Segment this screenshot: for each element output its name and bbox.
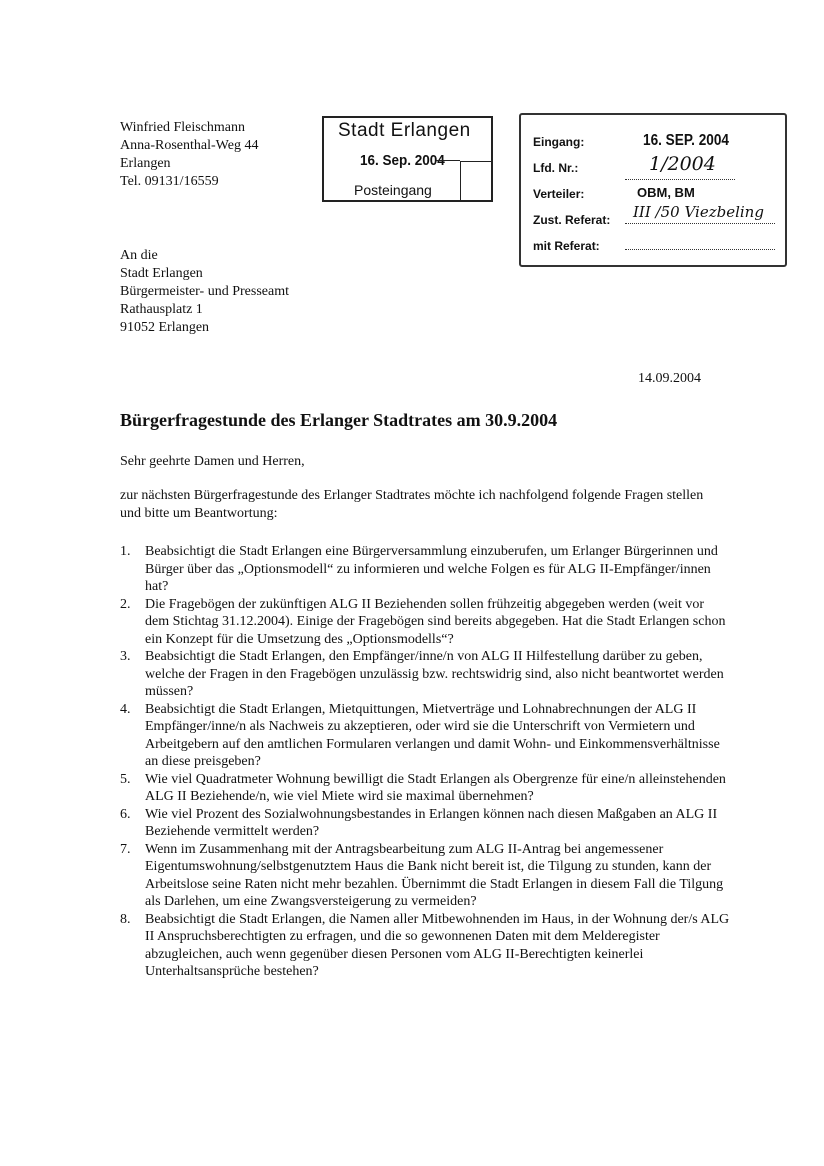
stamp-city: Stadt Erlangen <box>338 120 471 141</box>
question-number: 6. <box>120 806 131 822</box>
question-item <box>120 701 730 771</box>
referat-value: III /50 Viezbeling <box>633 203 764 221</box>
question-text: Wenn im Zusammenhang mit der Antragsbearbeitung zum ALG II-Antrag bei angemessener Eigentumswohnung/selbstgenutztem Haus die Bank nicht bereit ist, die Tilgung zu stunden, kann der Arbeitslose seine Raten nicht mehr bezahlen. Übernimmt die Stadt Erlangen in diesem Fall die Tilgung als Darlehen, um eine Zwangsversteigerung zu vermeiden? <box>145 841 724 909</box>
question-item <box>120 648 730 701</box>
intro-paragraph: zur nächsten Bürgerfragestunde des Erlanger Stadtrates möchte ich nachfolgend folgende Fragen stellen und bitte um Beantwortung: <box>120 488 704 521</box>
sender-address <box>120 119 258 191</box>
lfd-label: Lfd. Nr.: <box>533 161 579 175</box>
lfd-value: 1/2004 <box>649 153 716 175</box>
recipient-line: 91052 Erlangen <box>120 320 210 335</box>
question-number: 2. <box>120 596 131 612</box>
question-item <box>120 596 730 649</box>
letter-date: 14.09.2004 <box>638 371 701 386</box>
eingang-value: 16. SEP. 2004 <box>643 132 729 149</box>
receipt-stamp <box>519 113 787 267</box>
recipient-line: An die <box>120 248 158 263</box>
question-text: Wie viel Quadratmeter Wohnung bewilligt die Stadt Erlangen als Obergrenze für eine/n alleinstehenden ALG II Beziehende/n, wie viel Miete wird sie maximal übernehmen? <box>145 771 726 804</box>
stamp-label: Posteingang <box>354 182 432 198</box>
question-item <box>120 771 730 806</box>
recipient-line: Stadt Erlangen <box>120 266 203 281</box>
question-item <box>120 543 730 596</box>
question-number: 4. <box>120 701 131 717</box>
question-number: 5. <box>120 771 131 787</box>
sender-city: Erlangen <box>120 156 171 171</box>
question-number: 3. <box>120 649 131 664</box>
question-text: Beabsichtigt die Stadt Erlangen, Mietquittungen, Mietverträge und Lohnabrechnungen der ALG II Empfänger/inne/n als Nachweis zu akzeptieren, oder wird sie die Unterschrift von Vermietern und Arbeitgebern auf den amtlichen Formularen verlangen und damit Wohn- und Einkommensverhältnisse an diese preisgeben? <box>145 701 720 769</box>
verteiler-label: Verteiler: <box>533 187 585 201</box>
question-number: 7. <box>120 841 131 857</box>
question-item <box>120 911 730 981</box>
question-number: 8. <box>120 911 131 927</box>
question-text: Beabsichtigt die Stadt Erlangen, die Namen aller Mitbewohnenden im Haus, in der Wohnung der/s ALG II Anspruchsberechtigten zu erfragen, und die so gewonnenen Daten mit dem Melderegister abzugleichen, auch wenn gegenüber diesen Personen vom ALG II-Berechtigten keinerlei Unterhaltsansprüche bestehen? <box>145 911 730 979</box>
question-text: Beabsichtigt die Stadt Erlangen eine Bürgerversammlung einzuberufen, um Erlanger Bürgerinnen und Bürger über das „Optionsmodell“ zu informieren und welche Folgen es für ALG II-Empfänger/innen hat? <box>145 544 718 594</box>
question-item <box>120 806 730 841</box>
question-text: Wie viel Prozent des Sozialwohnungsbestandes in Erlangen können nach diesen Maßgaben an ALG II Beziehende vermittelt werden? <box>145 806 718 839</box>
sender-name: Winfried Fleischmann <box>120 120 246 135</box>
question-text: Die Fragebögen der zukünftigen ALG II Beziehenden sollen frühzeitig abgegeben werden (weit vor dem Stichtag 31.12.2004). Einige der Fragebögen sind bereits abgegeben. Hat die Stadt Erlangen schon ein Konzept für die Umsetzung des „Optionsmodells“? <box>145 596 726 647</box>
verteiler-value: OBM, BM <box>637 185 695 200</box>
recipient-address <box>120 247 289 337</box>
greeting: Sehr geehrte Damen und Herren, <box>120 454 305 469</box>
referat-dots <box>625 223 775 224</box>
sender-street: Anna-Rosenthal-Weg 44 <box>120 138 259 153</box>
lfd-dots <box>625 179 735 180</box>
question-text: Beabsichtigt die Stadt Erlangen, den Empfänger/inne/n von ALG II Hilfestellung darüber zu geben, welche der Fragen in den Fragebögen unzulässig bzw. rechtswidrig sind, also nicht beantwortet werden müssen? <box>145 649 724 699</box>
recipient-line: Rathausplatz 1 <box>120 302 203 317</box>
mit-referat-label: mit Referat: <box>533 239 600 253</box>
question-item <box>120 841 730 911</box>
stamp-line <box>436 160 460 161</box>
mit-referat-dots <box>625 249 775 250</box>
posteingang-stamp <box>322 116 493 202</box>
stamp-box <box>460 161 492 201</box>
eingang-label: Eingang: <box>533 135 585 149</box>
referat-label: Zust. Referat: <box>533 213 611 227</box>
question-list <box>120 543 730 981</box>
subject-line: Bürgerfragestunde des Erlanger Stadtrates am 30.9.2004 <box>120 410 558 430</box>
question-number: 1. <box>120 544 131 559</box>
recipient-line: Bürgermeister- und Presseamt <box>120 284 289 299</box>
sender-phone: Tel. 09131/16559 <box>120 174 219 189</box>
stamp-date: 16. Sep. 2004 <box>360 152 445 169</box>
